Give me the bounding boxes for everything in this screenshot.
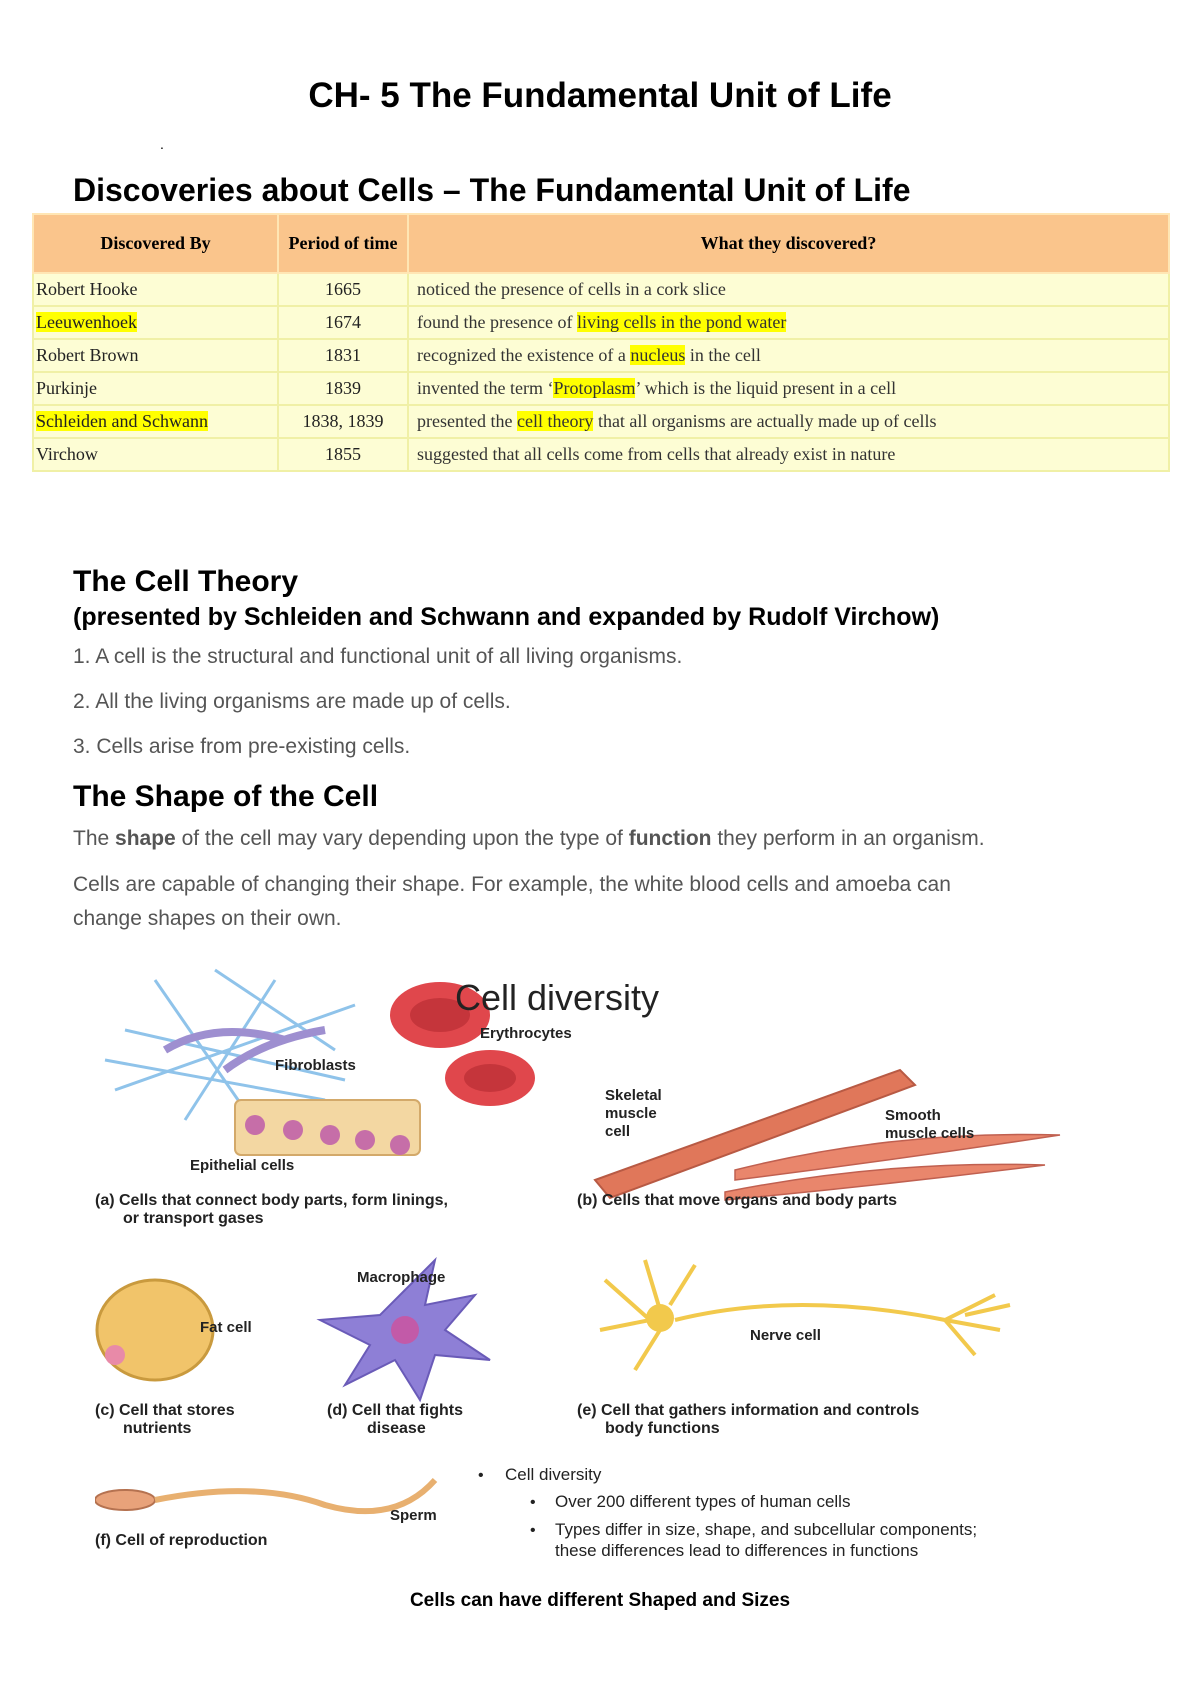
bullet-sub: Over 200 different types of human cells xyxy=(555,1492,851,1511)
discoverer-name: Virchow xyxy=(33,438,278,471)
bullet-sub: these differences lead to differences in functions xyxy=(555,1541,919,1560)
cell-shape-paragraph: change shapes on their own. xyxy=(73,907,342,930)
fibroblasts-label: Fibroblasts xyxy=(275,1057,356,1074)
sperm-label: Sperm xyxy=(390,1507,437,1524)
discoverer-name: Purkinje xyxy=(33,372,278,405)
discovery-description: presented the cell theory that all organisms are actually made up of cells xyxy=(408,405,1169,438)
discoveries-heading: Discoveries about Cells – The Fundamental Unit of Life xyxy=(73,172,911,208)
figure-caption: Cells can have different Shaped and Sizes xyxy=(409,1590,791,1611)
smooth-muscle-illustration xyxy=(725,1134,1060,1200)
table-row xyxy=(33,273,1169,306)
discovery-year: 1839 xyxy=(278,372,408,405)
discoverer-name: Leeuwenhoek xyxy=(33,306,278,339)
bullet-sub: Types differ in size, shape, and subcellular components; xyxy=(555,1520,978,1539)
cell-diversity-figure xyxy=(95,960,1105,1575)
discoverer-name: Schleiden and Schwann xyxy=(33,405,278,438)
cell-theory-subheading: (presented by Schleiden and Schwann and expanded by Rudolf Virchow) xyxy=(73,603,940,631)
macrophage-label: Macrophage xyxy=(357,1269,446,1286)
discovery-description: suggested that all cells come from cells that already exist in nature xyxy=(408,438,1169,471)
table-header-row xyxy=(33,214,1169,273)
epithelial-label: Epithelial cells xyxy=(190,1157,295,1174)
caption-a: (a) Cells that connect body parts, form linings, xyxy=(95,1192,448,1209)
column-header: Discovered By xyxy=(33,214,278,273)
cell-theory-point: 1. A cell is the structural and functional unit of all living organisms. xyxy=(73,645,683,668)
discovery-description: noticed the presence of cells in a cork slice xyxy=(408,273,1169,306)
table-row xyxy=(33,339,1169,372)
discovery-year: 1674 xyxy=(278,306,408,339)
column-header: What they discovered? xyxy=(408,214,1169,273)
nerve-cell-label: Nerve cell xyxy=(750,1327,821,1344)
skeletal-label: muscle xyxy=(605,1105,657,1122)
caption-e-line2: body functions xyxy=(605,1420,720,1437)
caption-f: (f) Cell of reproduction xyxy=(95,1532,268,1549)
cell-theory-heading: The Cell Theory xyxy=(73,565,299,598)
stray-dot: . xyxy=(160,136,164,152)
bullet-main: Cell diversity xyxy=(505,1465,602,1484)
figure-title: Cell diversity xyxy=(455,977,660,1018)
svg-text:•: • xyxy=(530,1522,536,1539)
discovery-year: 1831 xyxy=(278,339,408,372)
caption-c-line2: nutrients xyxy=(123,1420,192,1437)
smooth-label: Smooth xyxy=(885,1107,941,1124)
cell-shape-paragraph: The shape of the cell may vary depending upon the type of function they perform in an organism. xyxy=(73,827,985,850)
discovery-description: found the presence of living cells in the pond water xyxy=(408,306,1169,339)
smooth-label: muscle cells xyxy=(885,1125,975,1142)
caption-b: (b) Cells that move organs and body parts xyxy=(577,1192,898,1209)
skeletal-label: cell xyxy=(605,1123,631,1140)
sperm-illustration xyxy=(95,1490,155,1510)
table-row xyxy=(33,438,1169,471)
epithelial-illustration xyxy=(235,1100,420,1155)
discovery-year: 1665 xyxy=(278,273,408,306)
svg-text:•: • xyxy=(530,1494,536,1511)
fibroblast-illustration xyxy=(105,970,355,1120)
cell-shape-paragraph: Cells are capable of changing their shape. For example, the white blood cells and amoeba can xyxy=(73,873,951,896)
caption-a-line2: or transport gases xyxy=(123,1210,264,1227)
caption-d-line2: disease xyxy=(367,1420,426,1437)
cell-shape-heading: The Shape of the Cell xyxy=(73,780,379,813)
discoveries-table xyxy=(32,213,1170,472)
svg-text:•: • xyxy=(478,1467,484,1484)
page-title: CH- 5 The Fundamental Unit of Life xyxy=(308,76,892,115)
discoverer-name: Robert Hooke xyxy=(33,273,278,306)
cell-theory-point: 2. All the living organisms are made up of cells. xyxy=(73,690,511,713)
fat-cell-label: Fat cell xyxy=(200,1319,252,1336)
discovery-year: 1855 xyxy=(278,438,408,471)
discoverer-name: Robert Brown xyxy=(33,339,278,372)
discovery-year: 1838, 1839 xyxy=(278,405,408,438)
column-header: Period of time xyxy=(278,214,408,273)
fat-cell-illustration xyxy=(97,1280,213,1380)
discovery-description: recognized the existence of a nucleus in the cell xyxy=(408,339,1169,372)
caption-e: (e) Cell that gathers information and controls xyxy=(577,1402,920,1419)
erythrocytes-label: Erythrocytes xyxy=(480,1025,572,1042)
table-row xyxy=(33,306,1169,339)
cell-theory-point: 3. Cells arise from pre-existing cells. xyxy=(73,735,411,758)
skeletal-label: Skeletal xyxy=(605,1087,662,1104)
table-row xyxy=(33,405,1169,438)
discovery-description: invented the term ‘Protoplasm’ which is the liquid present in a cell xyxy=(408,372,1169,405)
table-row xyxy=(33,372,1169,405)
caption-c: (c) Cell that stores xyxy=(95,1402,235,1419)
caption-d: (d) Cell that fights xyxy=(327,1402,463,1419)
